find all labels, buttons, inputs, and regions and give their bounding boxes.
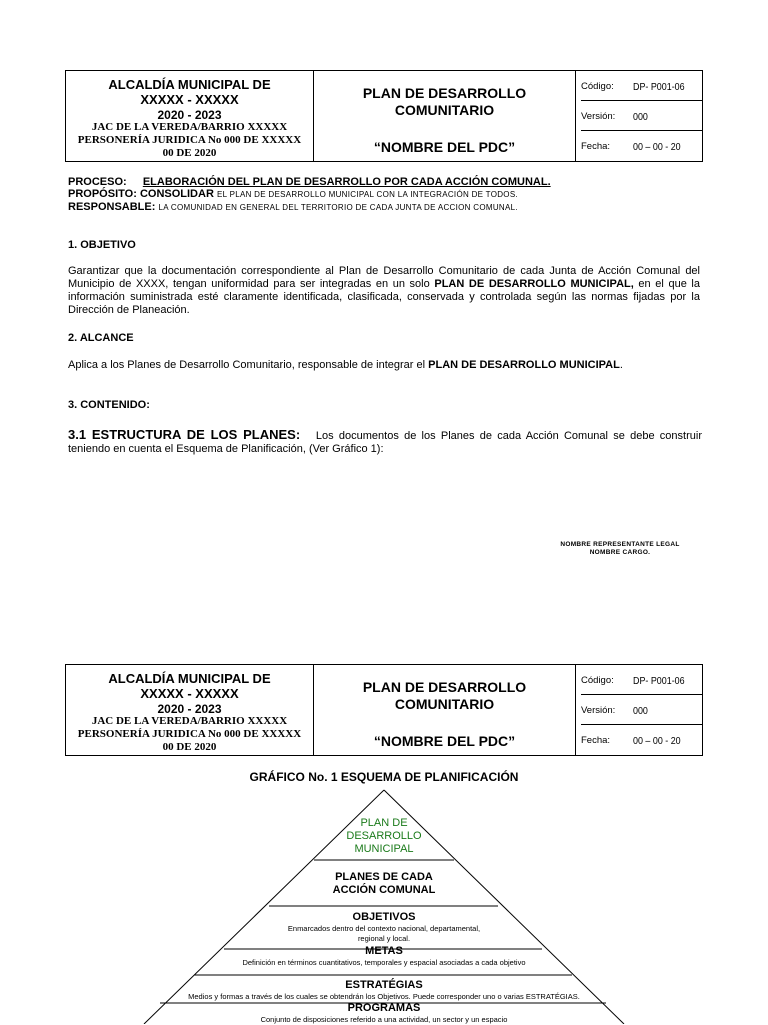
pyramid-level-objetivos: OBJETIVOS Enmarcados dentro del contexto nacional, departamental, regional y local. [287,911,481,943]
codigo-row: Código: DP- P001-06 [581,665,702,695]
signature-name: NOMBRE REPRESENTANTE LEGAL [560,541,680,548]
section-objetivo-text: Garantizar que la documentación correspondiente al Plan de Desarrollo Comunitario de cada Junta de Acción Comunal del Municipio de XXXX, tengan uniformidad para ser integradas en un solo PLAN DE DESARROLLO MUNICIPAL, en el que la información suministrada esté claramente identificada, clasificada, conservada y controlada según las normas fijadas por la Dirección de Planeación. [68,265,700,316]
fecha-row: Fecha: 00 – 00 - 20 [581,735,681,747]
responsable-value: LA COMUNIDAD EN GENERAL DEL TERRITORIO DE CADA JUNTA DE ACCION COMUNAL. [158,203,518,212]
fecha-row: Fecha: 00 – 00 - 20 [581,141,681,153]
section-estructura-text: Los documentos de los Planes de cada Acción Comunal se debe construir teniendo en cuenta el Esquema de Planificación, (Ver Gráfico 1): [68,430,702,455]
alcaldia-title: ALCALDÍA MUNICIPAL DE XXXXX - XXXXX [108,77,271,107]
section-estructura-title: 3.1 ESTRUCTURA DE LOS PLANES: [68,427,301,442]
section-contenido-title: 3. CONTENIDO: [68,399,150,411]
section-alcance-title: 2. ALCANCE [68,332,134,344]
plan-title: PLAN DE DESARROLLO COMUNITARIO [362,679,527,712]
pyramid-level-programas: PROGRAMAS Conjunto de disposiciones referido a una actividad, un sector y un espacio [260,1002,508,1024]
jac-info: JAC DE LA VEREDA/BARRIO XXXXX PERSONERÍA JURIDICA No 000 DE XXXXX 00 DE 2020 [77,715,302,753]
period: 2020 - 2023 [157,702,222,716]
proposito-value: EL PLAN DE DESARROLLO MUNICIPAL CON LA INTEGRACIÓN DE TODOS. [216,190,518,199]
pyramid-level-plan-municipal: PLAN DE DESARROLLO MUNICIPAL [346,817,422,855]
signature-role: NOMBRE CARGO. [589,549,651,556]
section-objetivo-title: 1. OBJETIVO [68,239,136,251]
period: 2020 - 2023 [157,108,222,122]
proposito-label: PROPÓSITO: [68,188,137,200]
pdc-name: “NOMBRE DEL PDC” [373,139,516,155]
proceso-value: ELABORACIÓN DEL PLAN DE DESARROLLO POR CADA ACCIÓN COMUNAL. [142,176,551,188]
pyramid-level-metas: METAS Definición en términos cuantitativos, temporales y espacial asociadas a cada objetivo [242,945,526,967]
alcaldia-title: ALCALDÍA MUNICIPAL DE XXXXX - XXXXX [108,671,271,701]
plan-title: PLAN DE DESARROLLO COMUNITARIO [362,85,527,118]
responsable-label: RESPONSABLE: [68,201,156,213]
pyramid-level-estrategias: ESTRATÉGIAS Medios y formas a través de los cuales se obtendrán los Objetivos. Puede corresponder uno o varias ESTRATÉGIAS. [188,979,580,1001]
version-row: Versión: 000 [581,101,702,131]
proposito-verb: CONSOLIDAR [139,188,214,200]
codigo-row: Código: DP- P001-06 [581,71,702,101]
section-alcance-text: Aplica a los Planes de Desarrollo Comunitario, responsable de integrar el PLAN DE DESARROLLO MUNICIPAL. [68,359,623,371]
version-row: Versión: 000 [581,695,702,725]
proceso-label: PROCESO: [68,176,127,188]
pyramid-level-planes-accion: PLANES DE CADA ACCIÓN COMUNAL [332,871,436,896]
jac-info: JAC DE LA VEREDA/BARRIO XXXXX PERSONERÍA JURIDICA No 000 DE XXXXX 00 DE 2020 [77,121,302,159]
pdc-name: “NOMBRE DEL PDC” [373,733,516,749]
graphic-title: GRÁFICO No. 1 ESQUEMA DE PLANIFICACIÓN [249,770,519,784]
